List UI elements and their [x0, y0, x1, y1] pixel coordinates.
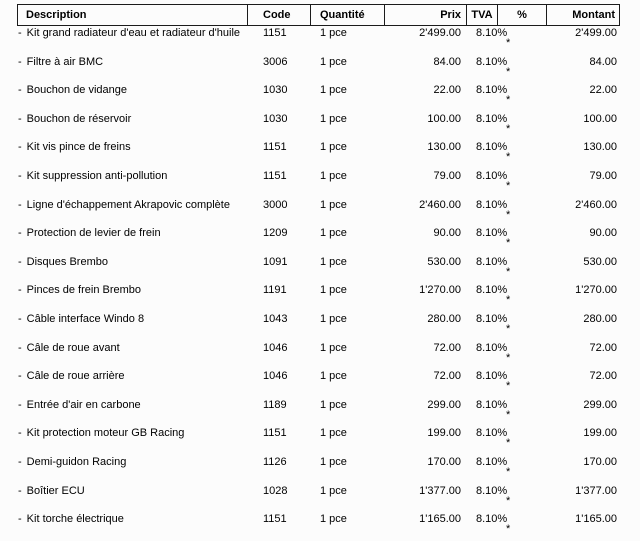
row-description-text: Câle de roue arrière — [26, 370, 125, 383]
row-price: 1'270.00 — [419, 284, 461, 297]
row-tva-marker: * — [506, 94, 511, 107]
row-code: 1189 — [263, 398, 287, 411]
row-quantity: 1 pce — [320, 198, 347, 211]
column-header-quantity: Quantité — [310, 5, 384, 25]
row-bullet-dash: - — [18, 169, 22, 182]
row-bullet-dash: - — [18, 312, 22, 325]
row-bullet-dash: - — [18, 255, 22, 268]
column-header-percent: % — [497, 5, 546, 25]
row-description — [17, 312, 248, 341]
row-code: 1043 — [263, 312, 288, 325]
row-price: 1'165.00 — [419, 513, 461, 526]
row-amount: 1'270.00 — [575, 284, 617, 297]
row-description-text: Bouchon de réservoir — [26, 112, 132, 125]
column-header-code: Code — [247, 5, 310, 25]
row-amount: 1'377.00 — [575, 484, 617, 497]
row-tva-marker: * — [506, 237, 511, 250]
row-description — [17, 55, 248, 84]
row-code: 1151 — [263, 513, 287, 526]
table-row — [17, 169, 620, 198]
row-tva-rate: 8.10% — [476, 169, 508, 182]
row-quantity: 1 pce — [320, 255, 347, 268]
row-tva-rate: 8.10% — [476, 398, 508, 411]
row-tva-marker: * — [506, 122, 511, 135]
table-header-row — [17, 4, 620, 26]
row-quantity: 1 pce — [320, 398, 347, 411]
row-tva-marker: * — [506, 322, 511, 335]
table-row — [17, 512, 620, 541]
row-tva-marker: * — [506, 408, 511, 421]
row-description-text: Disques Brembo — [26, 255, 108, 268]
row-amount: 199.00 — [583, 427, 617, 440]
row-quantity: 1 pce — [320, 27, 347, 39]
row-quantity: 1 pce — [320, 55, 347, 68]
row-price: 72.00 — [433, 370, 461, 383]
row-bullet-dash: - — [18, 427, 22, 440]
row-tva-rate: 8.10% — [476, 84, 508, 97]
row-bullet-dash: - — [18, 484, 22, 497]
row-code: 3000 — [263, 198, 288, 211]
row-price: 2'460.00 — [419, 198, 461, 211]
row-amount: 280.00 — [583, 312, 617, 325]
table-row — [17, 112, 620, 141]
column-header-tva: TVA — [466, 5, 497, 25]
row-description — [17, 112, 248, 141]
row-description-text: Pinces de frein Brembo — [26, 284, 142, 297]
row-description — [17, 341, 248, 370]
row-code: 1191 — [263, 284, 287, 297]
row-price: 79.00 — [433, 169, 461, 182]
row-quantity: 1 pce — [320, 112, 347, 125]
row-bullet-dash: - — [18, 370, 22, 383]
row-description-text: Demi-guidon Racing — [26, 455, 127, 468]
row-tva-rate: 8.10% — [476, 455, 508, 468]
row-description-text: Protection de levier de frein — [26, 227, 161, 240]
row-amount: 530.00 — [583, 255, 617, 268]
row-price: 2'499.00 — [419, 27, 461, 39]
row-quantity: 1 pce — [320, 312, 347, 325]
row-code: 1030 — [263, 84, 288, 97]
row-amount: 22.00 — [589, 84, 617, 97]
row-tva-marker: * — [506, 351, 511, 364]
row-description — [17, 226, 248, 255]
row-tva-marker: * — [506, 294, 511, 307]
row-code: 1151 — [263, 169, 287, 182]
row-description — [17, 169, 248, 198]
row-bullet-dash: - — [18, 284, 22, 297]
row-quantity: 1 pce — [320, 141, 347, 154]
table-row — [17, 140, 620, 169]
row-amount: 72.00 — [589, 341, 617, 354]
row-description-text: Kit grand radiateur d'eau et radiateur d'huile — [26, 27, 241, 39]
row-bullet-dash: - — [18, 398, 22, 411]
table-row — [17, 426, 620, 455]
row-code: 1151 — [263, 27, 287, 39]
row-code: 1126 — [263, 455, 287, 468]
row-description-text: Entrée d'air en carbone — [26, 398, 141, 411]
row-bullet-dash: - — [18, 84, 22, 97]
column-header-price: Prix — [384, 5, 466, 25]
row-bullet-dash: - — [18, 141, 22, 154]
line-items-table — [17, 4, 620, 541]
row-price: 170.00 — [427, 455, 461, 468]
row-description — [17, 369, 248, 398]
row-tva-marker: * — [506, 151, 511, 164]
row-tva-marker: * — [506, 265, 511, 278]
table-row — [17, 255, 620, 284]
row-price: 530.00 — [427, 255, 461, 268]
row-description — [17, 455, 248, 484]
row-quantity: 1 pce — [320, 370, 347, 383]
row-bullet-dash: - — [18, 27, 22, 39]
row-price: 90.00 — [433, 227, 461, 240]
row-tva-rate: 8.10% — [476, 427, 508, 440]
row-tva-rate: 8.10% — [476, 370, 508, 383]
row-tva-rate: 8.10% — [476, 255, 508, 268]
row-quantity: 1 pce — [320, 227, 347, 240]
row-tva-marker: * — [506, 179, 511, 192]
row-code: 1151 — [263, 141, 287, 154]
row-amount: 100.00 — [583, 112, 617, 125]
row-code: 1028 — [263, 484, 288, 497]
row-bullet-dash: - — [18, 227, 22, 240]
row-quantity: 1 pce — [320, 284, 347, 297]
table-row — [17, 312, 620, 341]
row-code: 1030 — [263, 112, 288, 125]
row-tva-rate: 8.10% — [476, 484, 508, 497]
row-amount: 90.00 — [589, 227, 617, 240]
row-description-text: Kit suppression anti-pollution — [26, 169, 168, 182]
row-price: 1'377.00 — [419, 484, 461, 497]
row-description — [17, 198, 248, 227]
row-amount: 130.00 — [583, 141, 617, 154]
row-description-text: Câble interface Windo 8 — [26, 312, 145, 325]
row-description — [17, 255, 248, 284]
row-bullet-dash: - — [18, 455, 22, 468]
row-tva-marker: * — [506, 437, 511, 450]
row-code: 1046 — [263, 370, 288, 383]
row-description — [17, 512, 248, 541]
row-tva-marker: * — [506, 523, 511, 536]
row-description-text: Kit vis pince de freins — [26, 141, 131, 154]
table-row — [17, 55, 620, 84]
row-tva-marker: * — [506, 380, 511, 393]
row-tva-marker: * — [506, 208, 511, 221]
row-amount: 79.00 — [589, 169, 617, 182]
row-bullet-dash: - — [18, 198, 22, 211]
table-row — [17, 283, 620, 312]
table-row — [17, 398, 620, 427]
row-price: 280.00 — [427, 312, 461, 325]
row-description — [17, 140, 248, 169]
row-amount: 2'460.00 — [575, 198, 617, 211]
row-description — [17, 26, 248, 55]
table-row — [17, 198, 620, 227]
row-description-text: Ligne d'échappement Akrapovic complète — [26, 198, 230, 211]
table-row — [17, 226, 620, 255]
row-code: 1151 — [263, 427, 287, 440]
row-tva-rate: 8.10% — [476, 227, 508, 240]
row-quantity: 1 pce — [320, 84, 347, 97]
row-price: 199.00 — [427, 427, 461, 440]
row-price: 22.00 — [433, 84, 461, 97]
row-amount: 1'165.00 — [575, 513, 617, 526]
row-amount: 170.00 — [583, 455, 617, 468]
row-bullet-dash: - — [18, 341, 22, 354]
row-bullet-dash: - — [18, 55, 22, 68]
table-row — [17, 369, 620, 398]
row-quantity: 1 pce — [320, 169, 347, 182]
row-price: 100.00 — [427, 112, 461, 125]
row-tva-rate: 8.10% — [476, 112, 508, 125]
row-tva-rate: 8.10% — [476, 513, 508, 526]
row-code: 3006 — [263, 55, 288, 68]
row-quantity: 1 pce — [320, 455, 347, 468]
row-tva-marker: * — [506, 465, 511, 478]
row-tva-rate: 8.10% — [476, 55, 508, 68]
table-body — [17, 26, 620, 541]
row-description — [17, 484, 248, 513]
row-description — [17, 426, 248, 455]
row-tva-marker: * — [506, 494, 511, 507]
table-row — [17, 83, 620, 112]
row-tva-rate: 8.10% — [476, 141, 508, 154]
row-description-text: Bouchon de vidange — [26, 84, 127, 97]
row-price: 130.00 — [427, 141, 461, 154]
row-description-text: Câle de roue avant — [26, 341, 120, 354]
row-description — [17, 283, 248, 312]
row-bullet-dash: - — [18, 112, 22, 125]
row-code: 1209 — [263, 227, 288, 240]
row-amount: 84.00 — [589, 55, 617, 68]
row-description-text: Kit torche électrique — [26, 513, 124, 526]
row-code: 1091 — [263, 255, 288, 268]
row-quantity: 1 pce — [320, 513, 347, 526]
row-description — [17, 398, 248, 427]
row-description-text: Boîtier ECU — [26, 484, 85, 497]
row-tva-rate: 8.10% — [476, 27, 508, 39]
row-amount: 2'499.00 — [575, 27, 617, 39]
row-tva-marker: * — [506, 65, 511, 78]
row-quantity: 1 pce — [320, 341, 347, 354]
table-row — [17, 341, 620, 370]
row-description — [17, 83, 248, 112]
row-code: 1046 — [263, 341, 288, 354]
row-quantity: 1 pce — [320, 484, 347, 497]
row-quantity: 1 pce — [320, 427, 347, 440]
column-header-amount: Montant — [546, 5, 619, 25]
row-tva-rate: 8.10% — [476, 312, 508, 325]
column-header-description: Description — [26, 9, 87, 21]
table-row — [17, 455, 620, 484]
row-tva-rate: 8.10% — [476, 198, 508, 211]
row-price: 84.00 — [433, 55, 461, 68]
row-tva-rate: 8.10% — [476, 341, 508, 354]
row-bullet-dash: - — [18, 513, 22, 526]
row-amount: 299.00 — [583, 398, 617, 411]
row-price: 299.00 — [427, 398, 461, 411]
table-row — [17, 484, 620, 513]
row-description-text: Filtre à air BMC — [26, 55, 104, 68]
row-tva-rate: 8.10% — [476, 284, 508, 297]
row-amount: 72.00 — [589, 370, 617, 383]
row-description-text: Kit protection moteur GB Racing — [26, 427, 185, 440]
table-row — [17, 26, 620, 55]
row-tva-marker: * — [506, 37, 511, 49]
row-price: 72.00 — [433, 341, 461, 354]
